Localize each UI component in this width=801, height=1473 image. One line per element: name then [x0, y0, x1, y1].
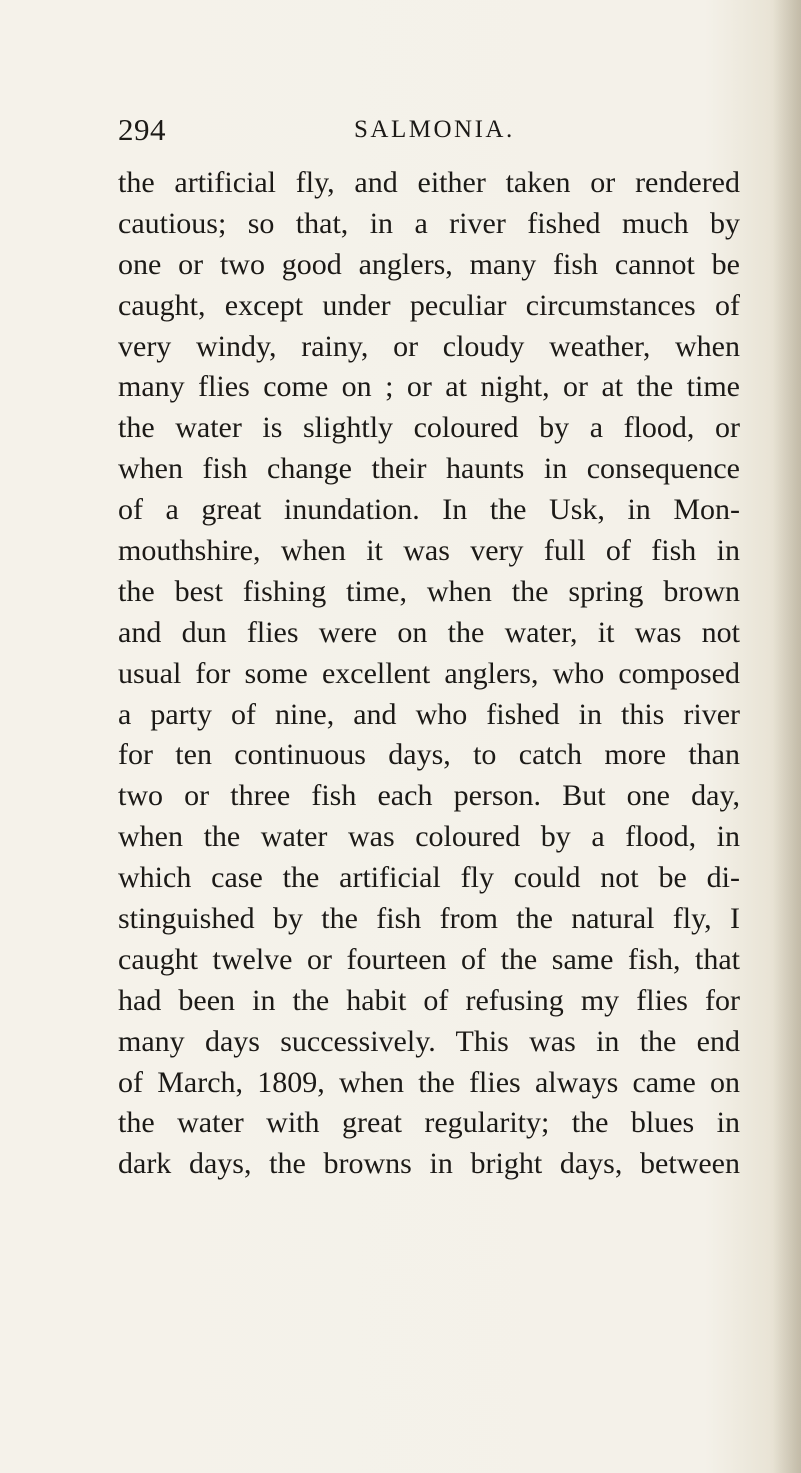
- text-line: two or three fish each person. But one day,: [118, 779, 740, 813]
- text-line: one or two good anglers, many fish cannot be: [118, 247, 740, 281]
- text-line: had been in the habit of refusing my flies for: [118, 983, 740, 1017]
- text-line: the artificial fly, and either taken or rendered: [118, 166, 740, 199]
- text-line: the best fishing time, when the spring brown: [118, 574, 740, 608]
- text-line: when fish change their haunts in consequence: [118, 452, 740, 486]
- running-head: SALMONIA.: [354, 116, 515, 143]
- text-line: cautious; so that, in a river fished much by: [118, 206, 740, 240]
- body-text: [118, 163, 740, 1185]
- text-line: many days successively. This was in the end: [118, 1024, 740, 1058]
- text-line: the water is slightly coloured by a flood, or: [118, 411, 740, 445]
- text-line: a party of nine, and who fished in this river: [118, 697, 740, 731]
- text-line: caught twelve or fourteen of the same fish, that: [118, 942, 740, 976]
- text-line: when the water was coloured by a flood, in: [118, 820, 740, 854]
- text-line: usual for some excellent anglers, who composed: [118, 656, 740, 690]
- text-line: and dun flies were on the water, it was not: [118, 615, 740, 649]
- text-line: of a great inundation. In the Usk, in Mon-: [118, 493, 740, 527]
- text-line: many flies come on ; or at night, or at the time: [118, 370, 740, 404]
- text-line: very windy, rainy, or cloudy weather, when: [118, 329, 740, 363]
- text-line: which case the artificial fly could not be di-: [118, 861, 740, 895]
- text-line: for ten continuous days, to catch more than: [118, 738, 740, 772]
- text-line: the water with great regularity; the blues in: [118, 1106, 740, 1140]
- text-line: caught, except under peculiar circumstances of: [118, 288, 740, 322]
- text-line: dark days, the browns in bright days, between: [118, 1147, 740, 1181]
- page-number: 294: [118, 112, 166, 147]
- page-header: [118, 112, 730, 152]
- text-line: stinguished by the fish from the natural fly, I: [118, 902, 740, 936]
- page-edge-shadow: [773, 0, 801, 1473]
- text-line: of March, 1809, when the flies always came on: [118, 1065, 740, 1099]
- text-line: mouthshire, when it was very full of fish in: [118, 534, 740, 568]
